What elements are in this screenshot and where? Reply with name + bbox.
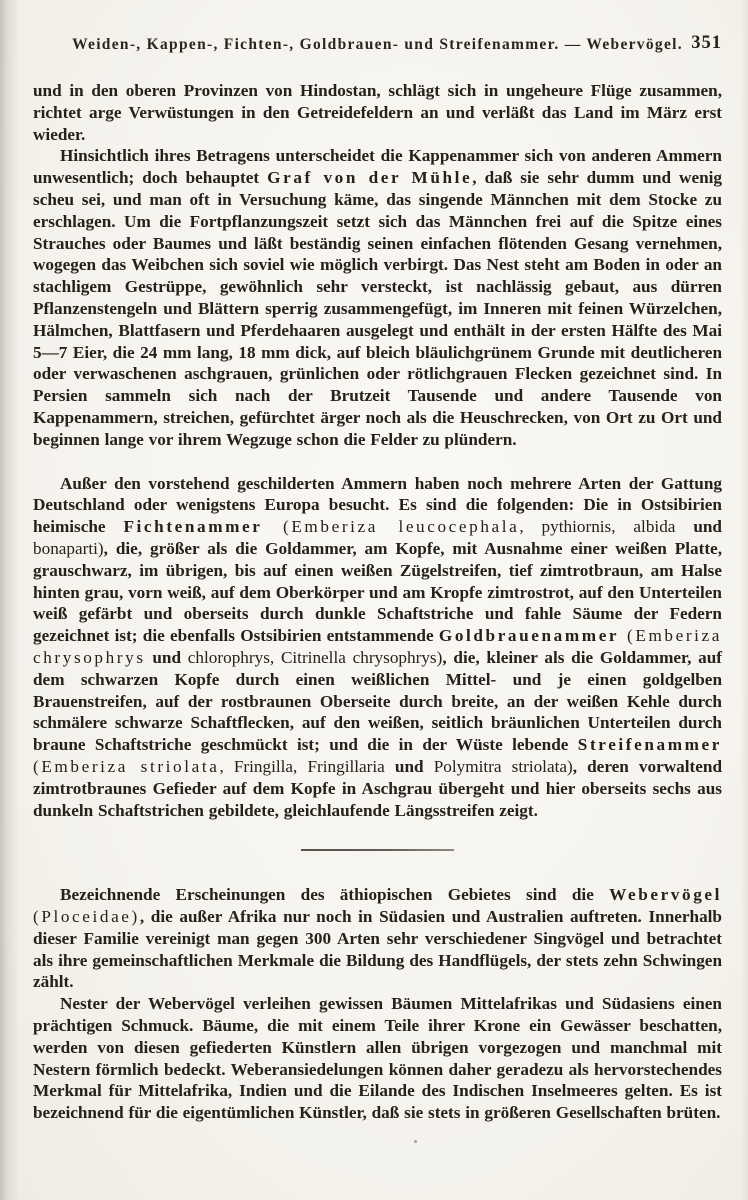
paragraph bbox=[33, 884, 722, 993]
fraktur-spaced-text-run: Streifenammer bbox=[577, 735, 722, 755]
fraktur-spaced-text-run: Goldbrauenammer bbox=[438, 626, 620, 646]
antiqua-spaced-text-run: (Ploceidae) bbox=[33, 907, 140, 927]
fraktur-text-run: und bbox=[394, 756, 424, 776]
fraktur-text-run: , daß sie sehr dumm und wenig scheu sei, und man oft in Versuchung käme, das singende Männchen mit dem Stocke zu erschlagen. Um die Fortpflanzungszeit setzt sich das Männchen frei auf die Spitze eines Strauches oder Baumes und läßt beständig seinen einfachen flötenden Gesang vernehmen, wogegen das Weibchen sich soviel wie möglich verbirgt. Das Nest steht am Boden in oder an stachligem Gestrüppe, gewöhnlich sehr versteckt, ist nachlässig gebaut, aus dürren Pflanzenstengeln und Blättern sperrig zusammengefügt, im Inneren mit feinen Würzelchen, Hälmchen, Blattfasern und Pferdehaaren ausgelegt und enthält in der ersten Hälfte des Mai 5—7 Eier, die 24 mm lang, 18 mm dick, auf bleich bläulichgrünem Grunde mit deutlicheren oder verwaschenen aschgrauen, grünlichen oder rötlichgrauen Flecken gezeichnet sind. In Persien sammeln sich nach der Brutzeit Tausende und andere Tausende von Kappenammern, streichen, gefürchtet ärger noch als die Heuschrecken, von Ort zu Ort und beginnen lange vor ihrem Wegzuge schon die Felder zu plündern. bbox=[33, 168, 722, 449]
antiqua-spaced-text-run: (Emberiza striolata bbox=[33, 756, 220, 776]
paper-speck bbox=[414, 1140, 417, 1143]
section-break bbox=[33, 849, 722, 851]
fraktur-text-run: und in den oberen Provinzen von Hindostan, schlägt sich in ungeheure Flüge zusammen, richtet arge Verwüstungen in den Getreidefeldern an und verläßt das Land im März erst wieder. bbox=[33, 81, 722, 144]
fraktur-text-run: Hinsichtlich ihres Betragens unterscheidet die Kappenammer sich von anderen Ammern unwesentlich; doch behauptet bbox=[33, 146, 722, 188]
paragraph bbox=[33, 473, 722, 822]
antiqua-spaced-text-run: (Emberiza chrysophrys bbox=[33, 626, 722, 667]
fraktur-text-run: und bbox=[693, 517, 722, 537]
fraktur-spaced-text-run: Webervögel bbox=[609, 885, 722, 905]
fraktur-text-run: Außer den vorstehend geschilderten Ammern haben noch mehrere Arten der Gattung Deutschland oder wenigstens Europa besucht. Es sind die folgenden: Die in Ostsibirien heimische bbox=[33, 473, 722, 537]
section-ammern bbox=[33, 80, 722, 821]
paragraph bbox=[33, 993, 722, 1124]
section-divider-rule bbox=[301, 849, 454, 851]
antiqua-text-run: , Fringilla, Fringillaria bbox=[219, 756, 395, 776]
antiqua-spaced-text-run: (Emberiza leucocephala bbox=[262, 517, 520, 537]
fraktur-text-run: , deren vorwaltend zimtrotbraunes Gefieder auf dem Kopfe in Aschgrau übergeht und hier oberseits sechs aus dunkeln Schaftstrichen gebildete, gleichlaufende Längsstreifen zeigt. bbox=[33, 756, 722, 820]
page-number: 351 bbox=[691, 33, 722, 53]
antiqua-text-run: chlorophrys, Citrinella chrysophrys) bbox=[187, 647, 443, 667]
paragraph bbox=[33, 145, 722, 450]
running-title: Weiden-, Kappen-, Fichten-, Goldbrauen- und Streifenammer. — Webervögel. bbox=[72, 36, 683, 53]
fraktur-text-run: Nester der Webervögel verleihen gewissen Bäumen Mittelafrikas und Südasiens einen prächtigen Schmuck. Bäume, die mit einem Teile ihrer Krone ein Gewässer beschatten, werden von diesen gefiederten Künstlern allen übrigen vorgezogen und manchmal mit Nestern förmlich bedeckt. Weberansiedelungen können daher geradezu als hervorstechendes Merkmal für Mittelafrika, Indien und die Eilande des Indischen Inselmeeres gelten. Es ist bezeichnend für die eigentümlichen Künstler, daß sie stets in größeren Gesellschaften brüten. bbox=[33, 994, 722, 1123]
page-left-edge-shadow bbox=[0, 0, 20, 1200]
fraktur-text-run: , die außer Afrika nur noch in Südasien und Australien auftreten. Innerhalb dieser Familie vereinigt man gegen 300 Arten sehr verschiedener Singvögel und betrachtet als ihre gemeinschaftlichen Merkmale die Bildung des Handflügels, der stets zehn Schwingen zählt. bbox=[33, 907, 722, 992]
fraktur-spaced-text-run: Graf von der Mühle bbox=[267, 168, 473, 188]
paragraph bbox=[33, 80, 722, 145]
page-header bbox=[33, 33, 722, 60]
fraktur-text-run: , die, kleiner als die Goldammer, auf dem schwarzen Kopfe durch einen weißlichen Mittel- und je einen goldgelben Brauenstreifen, auf der rostbraunen Oberseite durch breite, an der weißen Kehle durch schmälere schwarze Schaftflecken, auf den weißen, seitlich bräunlichen Unterteilen durch braune Schaftstriche geschmückt ist; und die in der Wüste lebende bbox=[33, 647, 722, 755]
fraktur-spaced-text-run: Fichtenammer bbox=[123, 517, 263, 537]
antiqua-text-run: bonaparti) bbox=[33, 538, 104, 558]
fraktur-text-run: Bezeichnende Erscheinungen des äthiopischen Gebietes sind die bbox=[60, 885, 610, 905]
antiqua-text-run: Polymitra striolata) bbox=[423, 756, 573, 776]
antiqua-text-run: , pythiornis, albida bbox=[519, 517, 694, 537]
fraktur-text-run: , die, größer als die Goldammer, am Kopfe, mit Ausnahme einer weißen Platte, grauschwarz, im übrigen, bis auf einen weißen Zügelstreifen, tief zimtrotbraun, am Halse hinten grau, vorn weiß, auf dem Oberkörper und am Kropfe zimtrostrot, auf den Unterteilen weiß gefärbt und oberseits durch dunkle Schaftstriche und fahle Säume der Federn gezeichnet ist; die ebenfalls Ostsibirien entstammende bbox=[33, 538, 722, 646]
page-body bbox=[33, 80, 722, 1124]
fraktur-text-run: und bbox=[145, 647, 188, 667]
section-webervoegel bbox=[33, 884, 722, 1124]
page-right-edge-shadow bbox=[740, 0, 748, 1200]
